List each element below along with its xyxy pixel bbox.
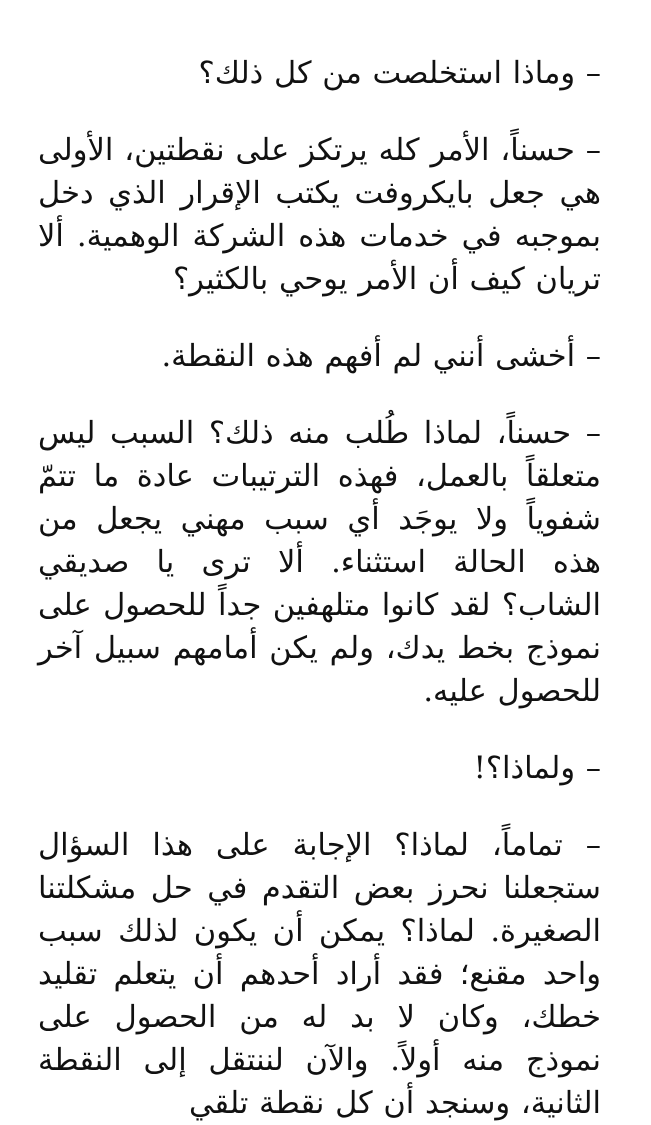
- dialogue-paragraph-6: – تماماً، لماذا؟ الإجابة على هذا السؤال ستجعلنا نحرز بعض التقدم في حل مشكلتنا الصغيرة. لماذا؟ يمكن أن يكون لذلك سبب واحد مقنع؛ فقد أراد أحدهم أن يتعلم تقليد خطك، وكان لا بد له من الحصول على نموذج منه أولاً. والآن لننتقل إلى النقطة الثانية، وسنجد أن كل نقطة تلقي: [38, 828, 601, 1121]
- dialogue-paragraph-2: – حسناً، الأمر كله يرتكز على نقطتين، الأولى هي جعل بايكروفت يكتب الإقرار الذي دخل بموجبه في خدمات هذه الشركة الوهمية. ألا تريان كيف أن الأمر يوحي بالكثير؟: [38, 133, 601, 297]
- dialogue-paragraph-1: – وماذا استخلصت من كل ذلك؟: [198, 56, 601, 91]
- dialogue-paragraph-4: – حسناً، لماذا طُلب منه ذلك؟ السبب ليس متعلقاً بالعمل، فهذه الترتيبات عادة ما تتمّ شفوياً ولا يوجَد أي سبب مهني يجعل من هذه الحالة استثناء. ألا ترى يا صديقي الشاب؟ لقد كانوا متلهفين جداً للحصول على نموذج بخط يدك، ولم يكن أمامهم سبيل آخر للحصول عليه.: [38, 416, 601, 709]
- dialogue-paragraph-3: – أخشى أنني لم أفهم هذه النقطة.: [161, 339, 601, 374]
- dialogue-paragraph-5: – ولماذا؟!: [473, 751, 601, 786]
